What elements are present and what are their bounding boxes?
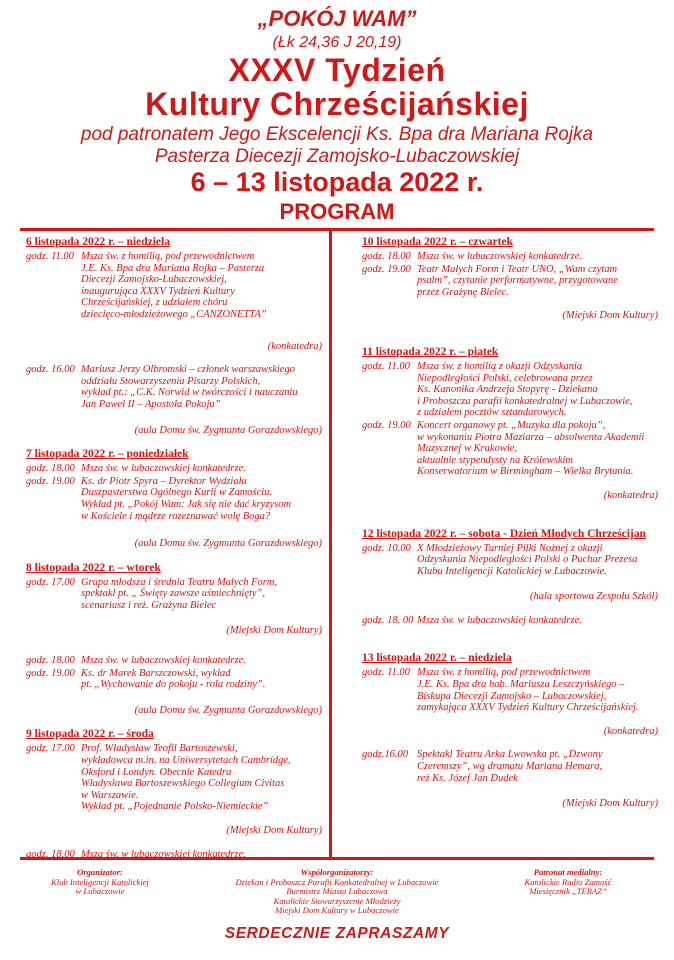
event-row [26,476,324,522]
desc-line: z udziałem pocztów sztandarowych. [417,407,567,419]
event-description [417,264,660,299]
event-description [417,667,660,713]
desc-line: i Proboszcza parafii konkatedralnej w Lubaczowie, [417,395,633,407]
desc-line: Chrześcijańskiej, z udziałem chóru [81,297,228,309]
desc-line: wykładowca m.in. na Uniwersytetach Cambridge, [81,755,291,767]
event-time: godz. 16.00 [26,364,75,376]
event-location: (Miejski Dom Kultury) [226,625,322,637]
desc-line: Teatr Małych Form i Teatr UNO, „Wam czytam [417,263,618,275]
title-line-2: Kultury Chrześcijańskiej [145,86,529,122]
event-time: godz. 19.00 [362,419,411,431]
coorganizer-line: Katolickie Stowarzyszenie Młodzieży [273,895,401,906]
event-location: (aula Domu św. Zygmunta Gorazdowskiego) [134,538,322,550]
day-heading-9: 9 listopada 2022 r. – środa [26,728,154,741]
event-row [362,667,660,713]
organizer-block [20,868,180,897]
desc-line: Prof. Władysław Teofil Bartoszewski, [81,743,238,755]
event-description [81,251,324,321]
event-location: (aula Domu św. Zygmunta Gorazdowskiego) [134,424,322,436]
event-row [362,251,660,263]
desc-line: spektakl pt. „ Święty zawsze uśmiechnięty”, [81,588,266,600]
motto: „POKÓJ WAM” [257,6,417,31]
bible-reference: (Łk 24,36 J 20,19) [272,34,402,51]
coorganizer-line: Burmistrz Miasta Lubaczowa [286,886,388,897]
desc-line: zamykająca XXXV Tydzień Kultury Chrześcijańskiej. [417,702,639,714]
desc-line: J.E. Ks. Bpa dra Mariana Rojka – Pasterza [81,262,265,274]
title-line-1: XXXV Tydzień [228,52,446,88]
day-heading-8: 8 listopada 2022 r. – wtorek [26,561,161,574]
day-heading-6: 6 listopada 2022 r. – niedziela [26,236,170,248]
event-time: godz. 10.00 [362,542,411,554]
coorganizer-line: Dziekan i Proboszcz Parafii Konkatedralnej w Lubaczowie [235,876,439,887]
event-description: Msza św. w lubaczowskiej konkatedrze. [417,251,582,262]
event-location: (hala sportowa Zespołu Szkół) [529,591,658,603]
event-description [417,361,660,419]
desc-line: Muzycznej w Krakowie, [417,443,518,455]
right-column [362,236,660,810]
desc-line: reż Ks. Józef Jan Dudek [417,772,518,784]
day-heading-12: 12 listopada 2022 r. – sobota - Dzień Młodych Chrześcijan [362,527,646,540]
media-patron-block [488,868,648,897]
program-heading: PROGRAM [279,199,395,224]
day-heading-10: 10 listopada 2022 r. – czwartek [362,236,513,248]
event-time: godz. 19.00 [26,667,75,679]
coorganizers-block [192,868,482,916]
event-location: (konkatedra) [267,340,322,352]
desc-line: Oksford i Londyn. Obecnie Katedra [81,766,232,778]
desc-line: J.E. Ks. Bpa dra hab. Mariusza Leszczyńskiego – [417,679,625,691]
desc-line: Mariusz Jerzy Olbromski – członek warszawskiego [81,364,295,376]
event-time: godz. 18.00 [26,655,75,667]
coorganizer-line: Miejski Dom Kultury w Lubaczowie [275,905,399,916]
desc-line: Diecezji Zamojsko-Lubaczowskiej, [81,274,227,286]
desc-line: Władysława Bartoszewskiego Collegium Civitas [81,778,285,790]
event-time: godz. 11.00 [26,251,74,262]
event-row [362,615,660,627]
event-row [26,577,324,612]
event-description: Msza św. w lubaczowskiej konkatedrze. [81,655,246,667]
event-row [362,749,660,784]
desc-line: Koncert organowy pt. „Muzyka dla pokoju”, [417,419,606,431]
desc-line: w Kościele i mądrze rozeznawać wolę Boga? [81,510,271,522]
desc-line: Biskupa Diecezji Zamojsko – Lubaczowskiej, [417,690,607,702]
event-description [81,476,324,522]
desc-line: Konserwatorium w Birmingham – Wielka Brytania. [417,466,634,478]
desc-line: Ks. dr Marek Barszczowski, wykład [81,667,231,679]
event-time: godz.16.00 [362,749,409,761]
desc-line: Msza św. z homilią, pod przewodnictwem [81,251,255,262]
desc-line: oddziału Stowarzyszenia Pisarzy Polskich, [81,375,261,387]
event-time: godz. 19.00 [362,263,411,275]
coorganizers-heading: Współorganizatorzy: [300,867,374,877]
desc-line: wykład pt.: „C.K. Norwid w twórczości i nauczaniu [81,387,298,399]
event-row [362,420,660,478]
event-description [417,749,660,784]
event-row [26,655,324,667]
event-time: godz. 18. 00 [362,614,414,626]
event-row [26,251,324,321]
event-row [26,463,324,475]
desc-line: Czeremszy”, wg dramatu Mariana Hemara, [417,761,603,773]
event-time: godz. 11.00 [362,667,410,679]
event-description: Msza św. w lubaczowskiej konkatedrze. [81,848,246,860]
top-divider [20,228,654,231]
organizer-line: w Lubaczowie [75,886,125,897]
event-location: (Miejski Dom Kultury) [562,310,658,322]
desc-line: Odzyskania Niepodległości Polski o Puchar Prezesa [417,554,638,566]
desc-line: Duszpasterstwa Ogólnego Kurii w Zamościu. [81,487,273,499]
desc-line: aktualnie stypendysty na Królewskim [417,454,574,466]
event-time: godz. 18.00 [26,463,75,475]
desc-line: Ks. Kanonika Andrzeja Stopyrę - Dziekana [417,384,598,396]
event-row [26,743,324,813]
desc-line: Ks. dr Piotr Spyra – Dyrektor Wydziału [81,475,247,487]
desc-line: X Młodzieżowy Turniej Piłki Nożnej z okazji [417,542,603,554]
event-location: (konkatedra) [603,489,658,501]
day-heading-11: 11 listopada 2022 r. – piątek [362,345,499,358]
event-location: (aula Domu św. Zygmunta Gorazdowskiego) [134,704,322,716]
organizer-line: Klub Inteligencji Katolickiej [51,876,149,887]
desc-line: pt. „Wychowanie do pokoju - rola rodziny”. [81,679,266,691]
desc-line: Wykład pt. „Pojednanie Polsko-Niemieckie” [81,801,269,813]
event-dates: 6 – 13 listopada 2022 r. [190,167,484,197]
event-time: godz. 17.00 [26,576,75,588]
invitation: SERDECZNIE ZAPRASZAMY [224,925,450,942]
event-description: Msza św. w lubaczowskiej konkatedrze. [417,614,582,626]
event-description: Msza św. w lubaczowskiej konkatedrze. [81,463,246,475]
desc-line: psalm”, czytanie performatywne, przygotowane [417,275,618,287]
event-location: (konkatedra) [603,725,658,737]
desc-line: przez Grażynę Bielec. [417,286,509,298]
media-patron-heading: Patronat medialny: [533,867,603,877]
desc-line: w Warszawie. [81,789,139,801]
event-description [81,364,324,410]
event-description [81,668,324,691]
desc-line: inaugurująca XXXV Tydzień Kultury [81,285,235,297]
event-row [26,364,324,410]
event-time: godz. 17.00 [26,743,75,755]
event-row [26,849,324,861]
event-location: (Miejski Dom Kultury) [562,798,658,810]
patronage-line-1: pod patronatem Jego Ekscelencji Ks. Bpa dra Mariana Rojka [80,124,594,145]
desc-line: Grupa młodsza i średnia Teatru Małych Form, [81,576,278,588]
event-time: godz. 18.00 [362,251,411,262]
event-row [362,264,660,299]
desc-line: Klubu Inteligencji Katolickiej w Lubaczowie. [417,565,607,577]
column-divider [329,231,332,859]
event-time: godz. 11.00 [362,360,410,372]
desc-line: dziecięco-młodzieżowego „CANZONETTA” [81,308,267,320]
event-location: (Miejski Dom Kultury) [226,825,322,836]
desc-line: scenariusz i reż. Grażyna Bielec [81,599,217,611]
desc-line: Niepodległości Polski, celebrowana przez [417,372,593,384]
day-heading-13: 13 listopada 2022 r. – niedziela [362,652,512,665]
desc-line: Msza św. z homilią, pod przewodnictwem [417,667,591,679]
desc-line: Spektakl Teatru Arka Lwowska pt. „Dzwony [417,749,603,761]
event-row [362,361,660,419]
desc-line: w wykonaniu Piotra Maziarza – absolwenta Akademii [417,431,645,443]
media-patron-line: Miesięcznik „TERAZ” [529,886,607,897]
desc-line: Jan Paweł II – Apostoła Pokoju” [81,398,221,410]
left-column [26,236,324,860]
event-description [81,743,324,813]
event-row [362,543,660,578]
patronage-line-2: Pasterza Diecezji Zamojsko-Lubaczowskiej [154,146,520,167]
event-description [417,543,660,578]
event-description [81,577,324,612]
event-time: godz. 18.00 [26,848,75,860]
media-patron-line: Katolickie Radio Zamość [524,876,612,887]
event-row [26,668,324,691]
event-time: godz. 19.00 [26,475,75,487]
day-heading-7: 7 listopada 2022 r. – poniedziałek [26,448,189,461]
organizer-heading: Organizator: [77,867,123,877]
desc-line: Msza św. z homilią z okazji Odzyskania [417,360,583,372]
desc-line: Wykład pt. „Pokój Wam: Jak się nie dać kryzysom [81,498,292,510]
event-description [417,420,660,478]
